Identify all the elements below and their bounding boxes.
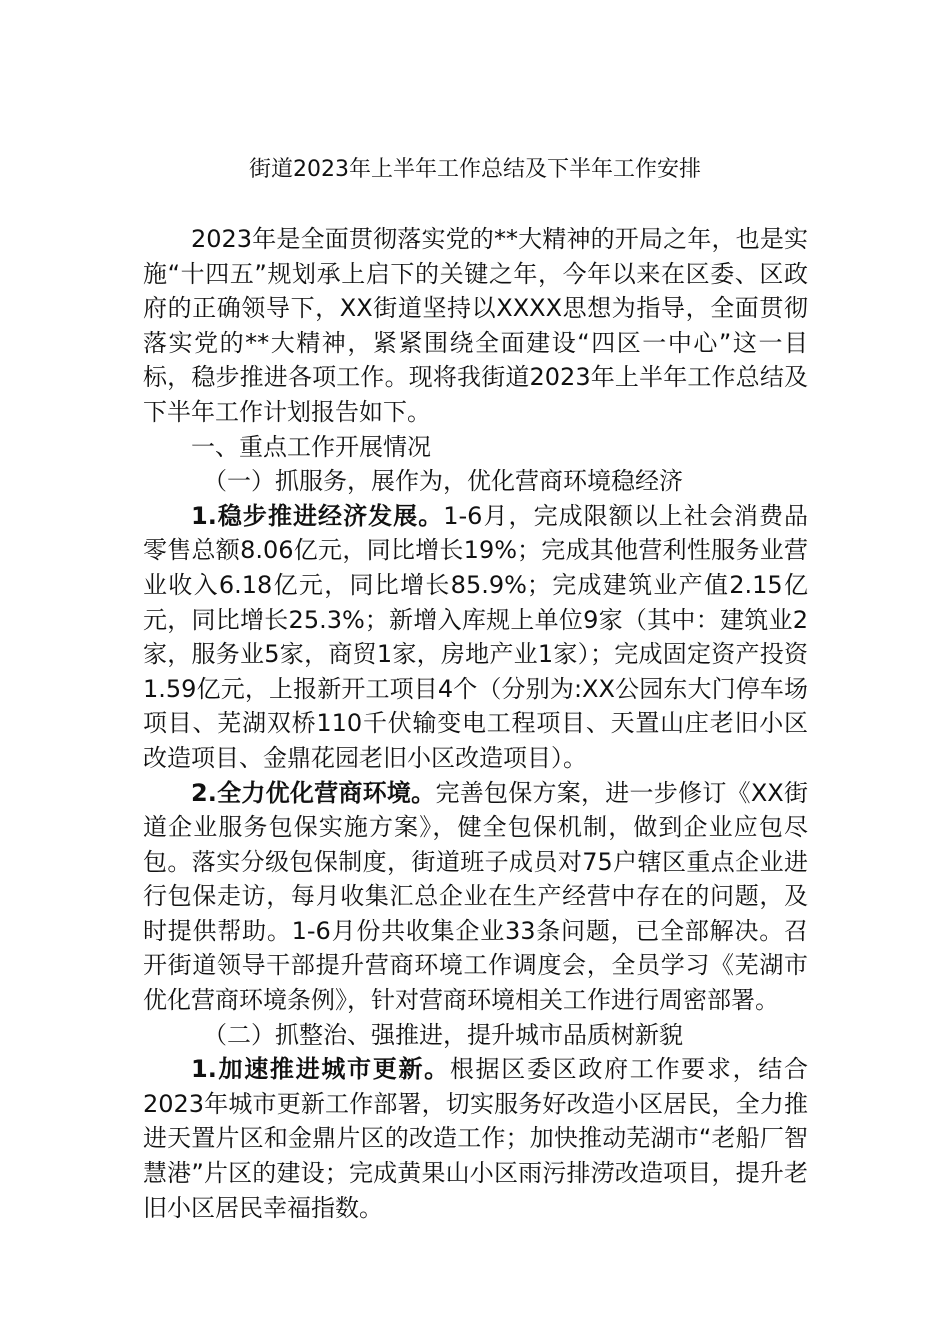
item-paragraph-economy (143, 499, 808, 776)
subsection-heading-1: （一）抓服务，展作为，优化营商环境稳经济 (203, 467, 683, 496)
subsection-heading-2: （二）抓整治、强推进，提升城市品质树新貌 (203, 1020, 683, 1049)
item-lead-economy: 1.稳步推进经济发展。 (191, 501, 444, 530)
section-heading-1: 一、重点工作开展情况 (191, 432, 431, 461)
item-lead-business-environment: 2.全力优化营商环境。 (191, 778, 436, 807)
item-text-economy: 1-6月，完成限额以上社会消费品零售总额8.06亿元，同比增长19%；完成其他营利性服务业营业收入6.18亿元，同比增长85.9%；完成建筑业产值2.15亿元，同比增长25.3%；新增入库规上单位9家（其中：建筑业2家，服务业5家，商贸1家，房地产业1家）；完成固定资产投资1.59亿元，上报新开工项目4个（分别为:XX公园东大门停车场项目、芜湖双桥110千伏输变电工程项目、天置山庄老旧小区改造项目、金鼎花园老旧小区改造项目）。 (143, 501, 808, 772)
intro-paragraph: 2023年是全面贯彻落实党的**大精神的开局之年，也是实施“十四五”规划承上启下的关键之年，今年以来在区委、区政府的正确领导下，XX街道坚持以XXXX思想为指导，全面贯彻落实党的**大精神，紧紧围绕全面建设“四区一中心”这一目标，稳步推进各项工作。现将我街道2023年上半年工作总结及下半年工作计划报告如下。 (143, 225, 808, 426)
item-paragraph-urban-renewal (143, 1052, 808, 1225)
item-lead-urban-renewal: 1.加速推进城市更新。 (191, 1055, 450, 1084)
item-text-business-environment: 完善包保方案，进一步修订《XX街道企业服务包保实施方案》，健全包保机制，做到企业应包尽包。落实分级包保制度，街道班子成员对75户辖区重点企业进行包保走访，每月收集汇总企业在生产经营中存在的问题，及时提供帮助。1-6月份共收集企业33条问题，已全部解决。召开街道领导干部提升营商环境工作调度会，全员学习《芜湖市优化营商环境条例》，针对营商环境相关工作进行周密部署。 (143, 778, 808, 1015)
item-text-urban-renewal: 根据区委区政府工作要求，结合2023年城市更新工作部署，切实服务好改造小区居民，全力推进天置片区和金鼎片区的改造工作；加快推动芜湖市“老船厂智慧港”片区的建设；完成黄果山小区雨污排涝改造项目，提升老旧小区居民幸福指数。 (143, 1055, 808, 1222)
document-title: 街道2023年上半年工作总结及下半年工作安排 (249, 157, 701, 182)
item-paragraph-business-environment (143, 776, 808, 1018)
document-body (143, 222, 808, 1225)
